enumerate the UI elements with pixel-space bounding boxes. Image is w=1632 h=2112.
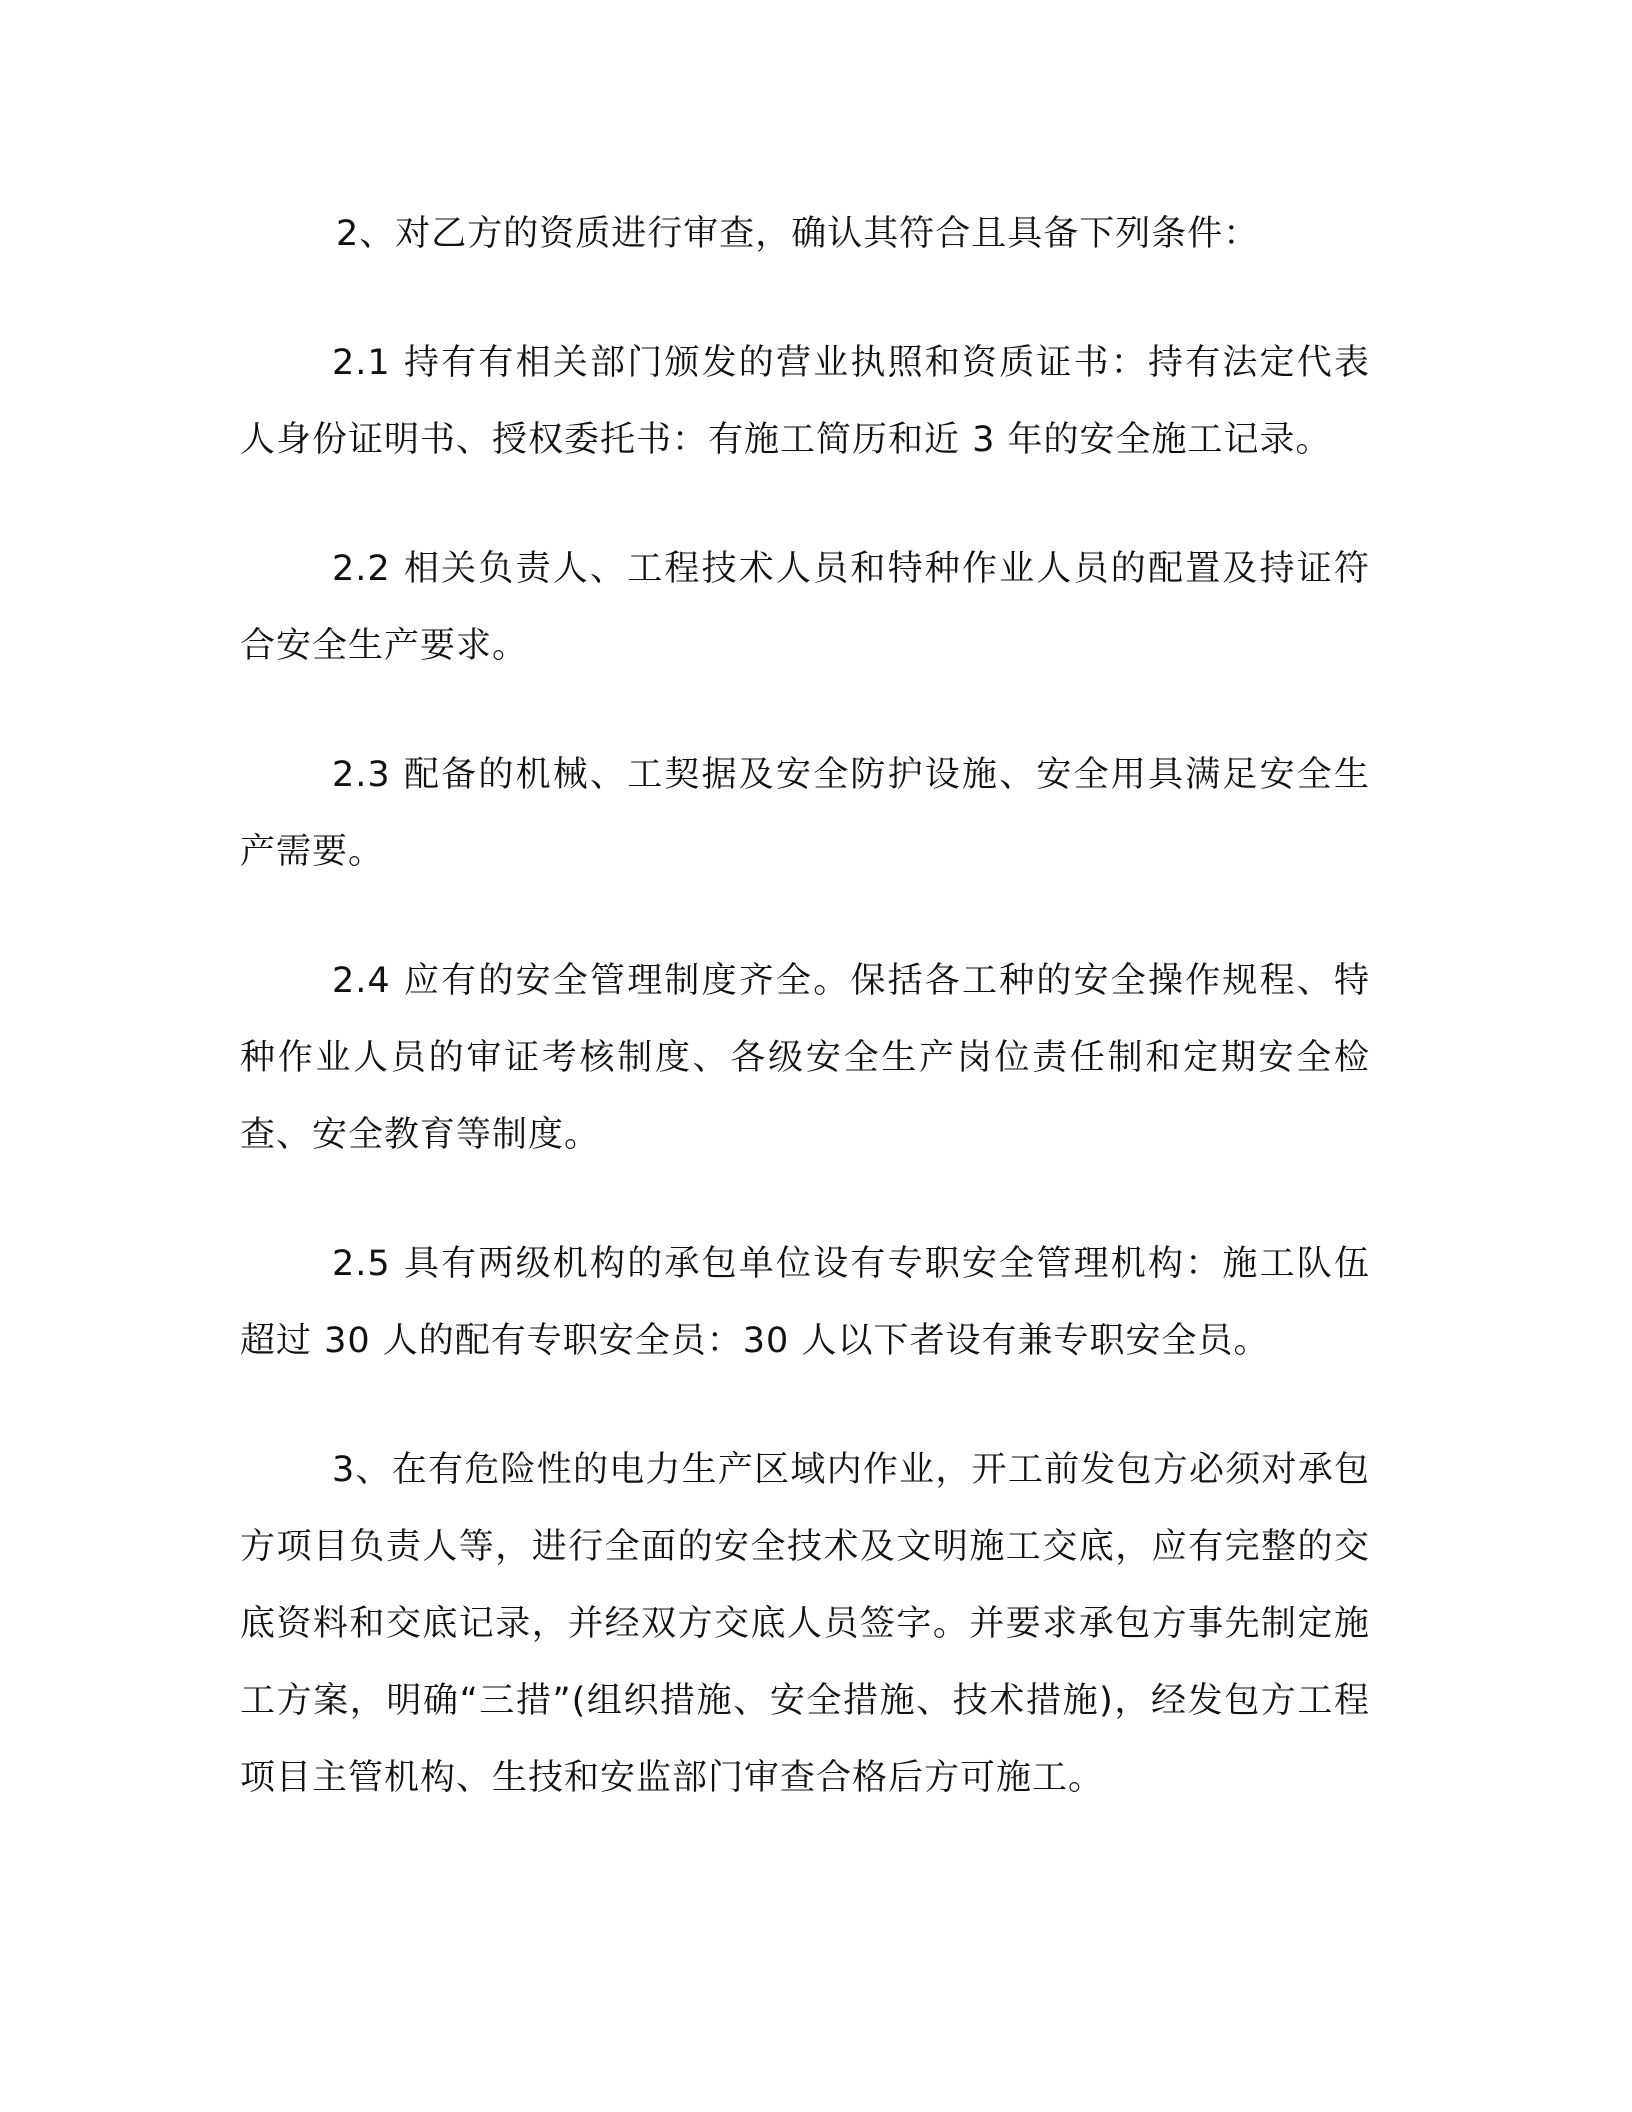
paragraph-section-2-4: 2.4 应有的安全管理制度齐全。保括各工种的安全操作规程、特种作业人员的审证考核制度、各级安全生产岗位责任制和定期安全检查、安全教育等制度。 <box>240 961 1370 1155</box>
document-page <box>240 196 1370 1869</box>
paragraph-section-2-1: 2.1 持有有相关部门颁发的营业执照和资质证书：持有法定代表人身份证明书、授权委托书：有施工简历和近 3 年的安全施工记录。 <box>240 343 1370 460</box>
paragraph-section-2-3: 2.3 配备的机械、工契据及安全防护设施、安全用具满足安全生产需要。 <box>240 755 1370 872</box>
paragraph-section-3: 3、在有危险性的电力生产区域内作业，开工前发包方必须对承包方项目负责人等，进行全面的安全技术及文明施工交底，应有完整的交底资料和交底记录，并经双方交底人员签字。并要求承包方事先制定施工方案，明确“三措”(组织措施、安全措施、技术措施)，经发包方工程项目主管机构、生技和安监部门审查合格后方可施工。 <box>240 1450 1370 1798</box>
paragraph-section-2-5: 2.5 具有两级机构的承包单位设有专职安全管理机构：施工队伍超过 30 人的配有专职安全员：30 人以下者设有兼专职安全员。 <box>240 1244 1370 1361</box>
paragraph-section-2-2: 2.2 相关负责人、工程技术人员和特种作业人员的配置及持证符合安全生产要求。 <box>240 549 1370 666</box>
paragraph-section-2: 2、对乙方的资质进行审查，确认其符合且具备下列条件： <box>336 214 1260 254</box>
